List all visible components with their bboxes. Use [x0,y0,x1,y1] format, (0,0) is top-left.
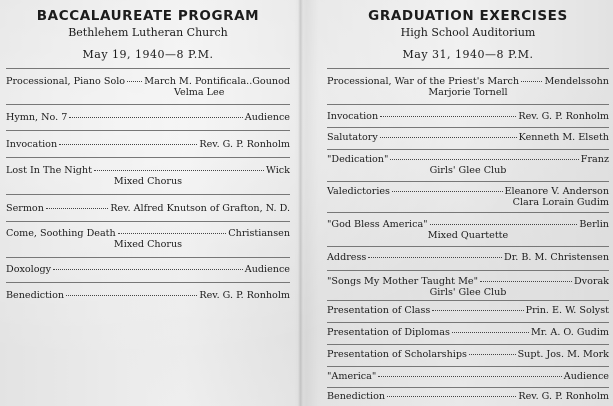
graduation-title: GRADUATION EXERCISES [368,8,568,24]
leader-dots [392,191,503,192]
item-label: Benediction [327,391,386,402]
item-value: Audience [244,264,290,275]
divider [6,157,290,158]
divider [6,194,290,195]
item-label: "America" [327,371,377,382]
baccalaureate-panel [6,0,290,406]
item-label: Invocation [6,139,58,150]
item-value: Kenneth M. Elseth [518,132,609,143]
leader-dots [368,257,502,258]
item-value: Audience [244,112,290,123]
program-item [6,203,290,214]
item-label: Presentation of Class [327,305,431,316]
leader-dots [380,116,516,117]
item-performer: Girls' Glee Club [429,165,507,176]
program-item [327,132,609,143]
leader-dots [480,281,572,282]
leader-dots [94,170,264,171]
divider [327,127,609,128]
divider [327,68,609,69]
divider [6,221,290,222]
item-value: Prin. E. W. Solyst [525,305,609,316]
divider [327,212,609,213]
program-item [6,228,290,250]
leader-dots [469,354,516,355]
baccalaureate-date: May 19, 1940—8 P.M. [82,48,214,61]
divider [327,270,609,271]
leader-dots [46,208,108,209]
item-value: Berlin [579,219,609,230]
item-value: Rev. Alfred Knutson of Grafton, N. D. [110,203,290,214]
item-value: Mr. A. O. Gudim [530,327,609,338]
leader-dots [118,233,227,234]
item-performer: Girls' Glee Club [429,287,507,298]
item-value: Rev. G. P. Ronholm [199,139,290,150]
leader-dots [378,376,561,377]
divider [6,104,290,105]
divider [327,149,609,150]
program-item [6,290,290,301]
divider [6,282,290,283]
item-value: Rev. G. P. Ronholm [518,391,609,402]
divider [6,68,290,69]
program-item [327,327,609,338]
item-label: Processional, War of the Priest's March [327,76,520,87]
item-label: "Songs My Mother Taught Me" [327,276,478,287]
program-item [327,305,609,316]
leader-dots [387,396,516,397]
page-fold [298,0,303,406]
item-value: Audience [563,371,609,382]
leader-dots [53,269,243,270]
program-item [6,112,290,123]
divider [327,104,609,105]
leader-dots [380,137,517,138]
leader-dots [430,224,578,225]
program-item [327,76,609,98]
item-label: Salutatory [327,132,378,143]
item-performer: Mixed Chorus [113,176,183,187]
item-value: Christiansen [228,228,290,239]
item-value-second: Clara Lorain Gudim [512,197,609,208]
leader-dots [452,332,529,333]
item-label: "God Bless America" [327,219,428,230]
item-label: Invocation [327,111,379,122]
program-item [327,252,609,263]
divider [327,181,609,182]
divider [327,366,609,367]
program-item [327,154,609,176]
leader-dots [127,81,142,82]
leader-dots [66,295,197,296]
program-item [327,276,609,298]
item-label: Address [327,252,367,263]
graduation-panel [327,0,609,406]
program-item [6,264,290,275]
item-value: March M. Pontificala..Gounod [144,76,290,87]
item-performer: Marjorie Tornell [428,87,508,98]
divider [6,130,290,131]
program-item [327,219,609,241]
item-label: Processional, Piano Solo [6,76,126,87]
program-item [327,371,609,382]
graduation-date: May 31, 1940—8 P.M. [402,48,534,61]
leader-dots [390,159,578,160]
item-value: Dvorak [573,276,609,287]
item-performer: Velma Lee [174,87,225,98]
program-item [327,186,609,208]
item-label: Come, Soothing Death [6,228,116,239]
program-item [327,349,609,360]
item-label: Presentation of Diplomas [327,327,450,338]
divider [327,387,609,388]
program-item [6,165,290,187]
church-name: Bethlehem Lutheran Church [68,26,228,39]
item-label: Valedictories [327,186,390,197]
program-item [6,139,290,150]
item-label: Sermon [6,203,44,214]
item-performer: Mixed Quartette [427,230,509,241]
item-value: Wick [266,165,290,176]
program-item [327,391,609,402]
item-value: Rev. G. P. Ronholm [199,290,290,301]
item-label: "Dedication" [327,154,389,165]
divider [327,344,609,345]
program-item [327,111,609,122]
venue-name: High School Auditorium [400,26,536,39]
leader-dots [432,310,523,311]
item-value: Rev. G. P. Ronholm [518,111,609,122]
item-label: Lost In The Night [6,165,92,176]
leader-dots [59,144,197,145]
item-value: Eleanore V. Anderson [504,186,609,197]
item-performer: Mixed Chorus [113,239,183,250]
item-value: Franz [580,154,609,165]
item-label: Doxology [6,264,52,275]
divider [327,300,609,301]
item-value: Mendelssohn [544,76,609,87]
leader-dots [521,81,542,82]
program-item [6,76,290,98]
baccalaureate-title: BACCALAUREATE PROGRAM [36,8,260,24]
item-label: Hymn, No. 7 [6,112,68,123]
item-label: Benediction [6,290,65,301]
divider [6,257,290,258]
divider [327,246,609,247]
divider [327,322,609,323]
leader-dots [69,117,242,118]
item-value: Supt. Jos. M. Mork [517,349,609,360]
item-value: Dr. B. M. Christensen [504,252,609,263]
item-label: Presentation of Scholarships [327,349,467,360]
